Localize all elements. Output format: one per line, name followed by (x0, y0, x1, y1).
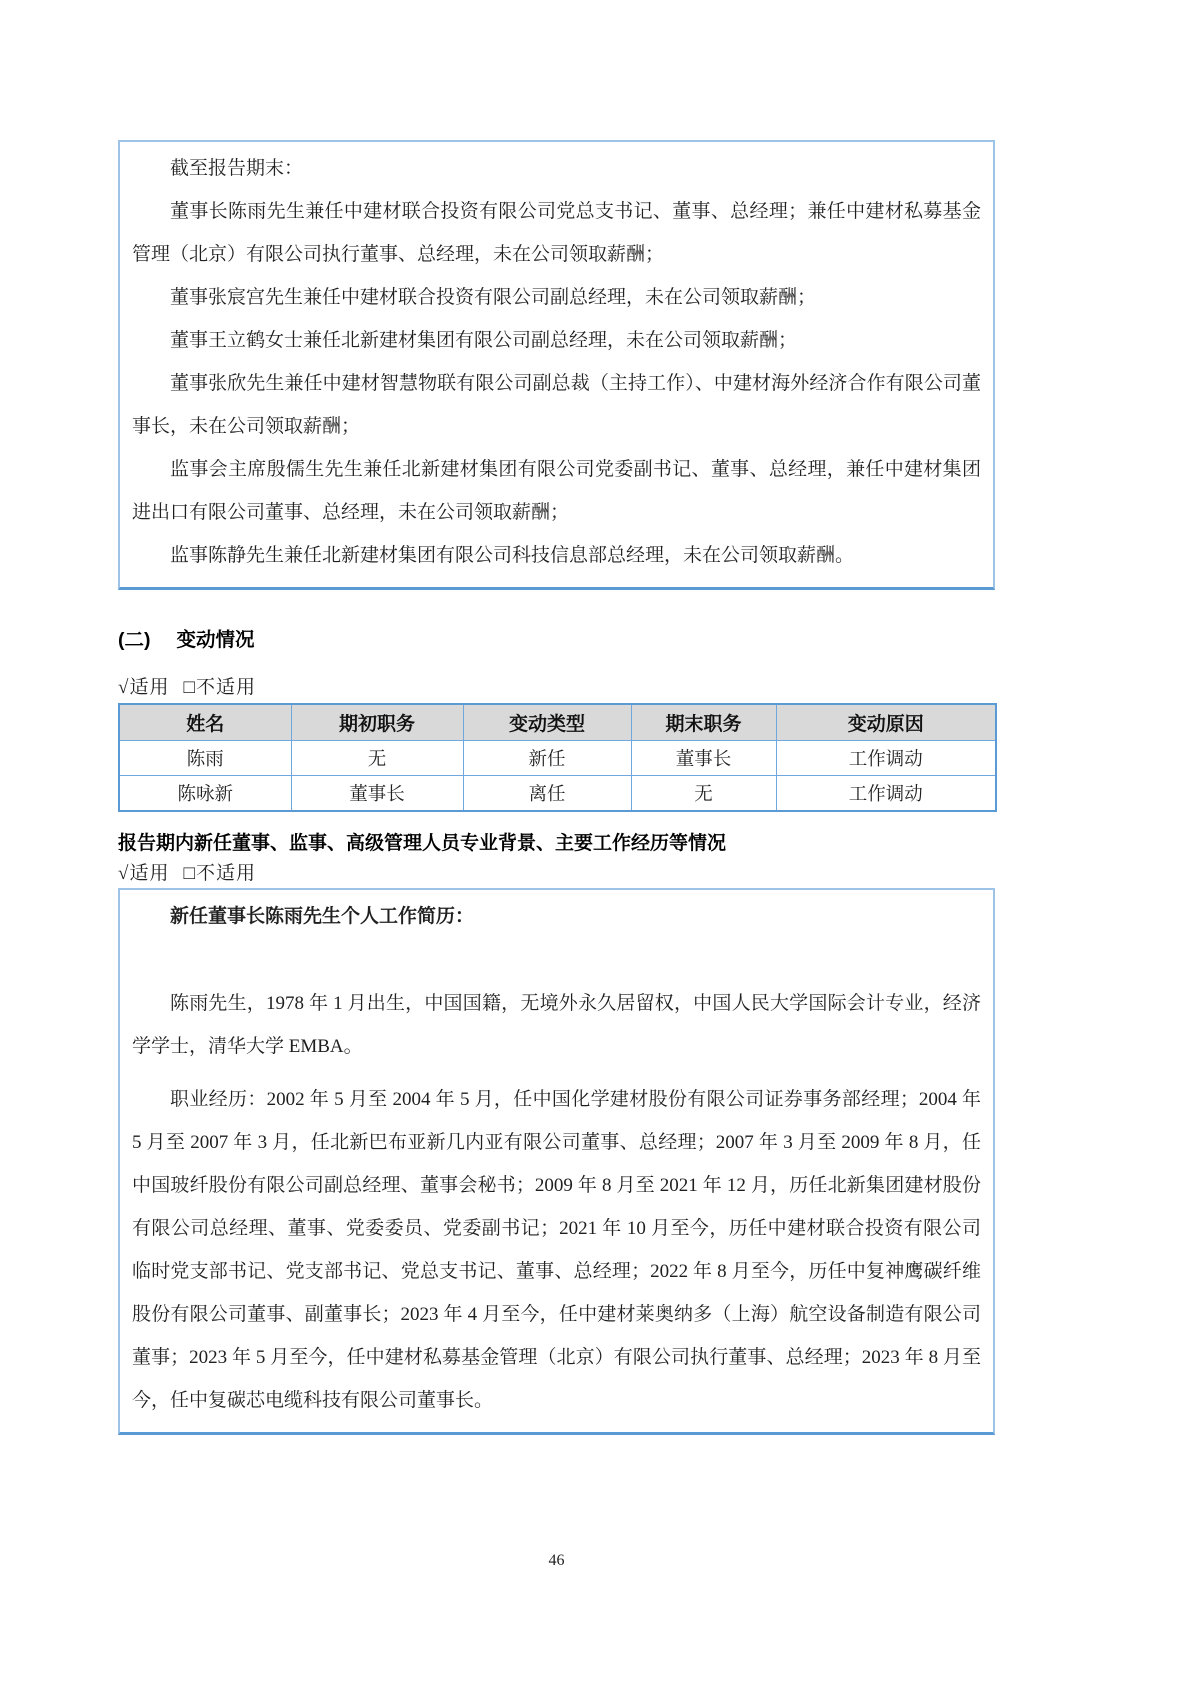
summary-paragraph: 董事王立鹤女士兼任北新建材集团有限公司副总经理，未在公司领取薪酬； (170, 330, 798, 351)
summary-paragraph: 监事会主席殷儒生先生兼任北新建材集团有限公司党委副书记、董事、总经理，兼任中建材集团进出口有限公司董事、总经理，未在公司领取薪酬； (132, 459, 981, 523)
table-header-row (119, 704, 996, 741)
check-mark-icon: √ (118, 863, 130, 884)
cell-change-reason: 工作调动 (776, 741, 996, 776)
cell-final-position: 无 (631, 776, 776, 812)
not-applicable-label: 不适用 (195, 677, 256, 698)
applicable-label: 适用 (129, 677, 170, 698)
change-table (118, 703, 997, 812)
table-row (119, 741, 996, 776)
biography-title: 新任董事长陈雨先生个人工作简历： (170, 906, 475, 927)
biography-paragraph: 职业经历：2002 年 5 月至 2004 年 5 月，任中国化学建材股份有限公司证券事务部经理；2004 年 5 月至 2007 年 3 月，任北新巴布亚新几内亚有限公司董事、总经理；2007 年 3 月至 2009 年 8 月，任中国玻纤股份有限公司副总经理、董事会秘书；2009 年 8 月至 2021 年 12 月，历任北新集团建材股份有限公司总经理、董事、党委委员、党委副书记；2021 年 10 月至今，历任中建材联合投资有限公司临时党支部书记、党支部书记、党总支书记、董事、总经理；2022 年 8 月至今，历任中复神鹰碳纤维股份有限公司董事、副董事长；2023 年 4 月至今，任中建材莱奥纳多（上海）航空设备制造有限公司董事；2023 年 5 月至今，任中建材私募基金管理（北京）有限公司执行董事、总经理；2023 年 8 月至今，任中复碳芯电缆科技有限公司董事长。 (132, 1089, 981, 1411)
section-title: 变动情况 (176, 629, 255, 651)
cell-name: 陈雨 (119, 741, 291, 776)
biography-box (118, 888, 995, 1435)
summary-paragraph: 监事陈静先生兼任北新建材集团有限公司科技信息部总经理，未在公司领取薪酬。 (170, 545, 855, 566)
applicable-label: 适用 (129, 863, 170, 884)
not-applicable-label: 不适用 (195, 863, 256, 884)
concurrent-positions-box (118, 140, 995, 590)
header-initial-position: 期初职务 (291, 704, 463, 741)
cell-name: 陈咏新 (119, 776, 291, 812)
header-final-position: 期末职务 (631, 704, 776, 741)
summary-paragraph: 董事长陈雨先生兼任中建材联合投资有限公司党总支书记、董事、总经理；兼任中建材私募基金管理（北京）有限公司执行董事、总经理，未在公司领取薪酬； (132, 201, 981, 265)
check-mark-icon: √ (118, 677, 130, 698)
cell-initial-position: 董事长 (291, 776, 463, 812)
summary-paragraph: 董事张宸宫先生兼任中建材联合投资有限公司副总经理，未在公司领取薪酬； (170, 287, 817, 308)
summary-paragraph: 截至报告期末： (170, 158, 304, 179)
applicability-note (118, 672, 995, 699)
header-change-type: 变动类型 (463, 704, 631, 741)
section-number: (二) (118, 629, 151, 651)
header-change-reason: 变动原因 (776, 704, 996, 741)
checkbox-empty-icon: □ (183, 677, 196, 698)
checkbox-empty-icon: □ (183, 863, 196, 884)
cell-change-type: 离任 (463, 776, 631, 812)
cell-change-reason: 工作调动 (776, 776, 996, 812)
applicability-note-2 (118, 858, 995, 885)
table-row (119, 776, 996, 812)
biography-paragraph: 陈雨先生，1978 年 1 月出生，中国国籍，无境外永久居留权，中国人民大学国际会计专业，经济学学士，清华大学 EMBA。 (132, 993, 981, 1057)
page-number: 46 (548, 1552, 565, 1569)
cell-final-position: 董事长 (631, 741, 776, 776)
background-heading: 报告期内新任董事、监事、高级管理人员专业背景、主要工作经历等情况 (118, 833, 727, 854)
summary-paragraph: 董事张欣先生兼任中建材智慧物联有限公司副总裁（主持工作）、中建材海外经济合作有限公司董事长，未在公司领取薪酬； (132, 373, 981, 437)
header-name: 姓名 (119, 704, 291, 741)
cell-initial-position: 无 (291, 741, 463, 776)
cell-change-type: 新任 (463, 741, 631, 776)
change-table-wrapper (118, 703, 995, 812)
section-heading (118, 624, 995, 652)
